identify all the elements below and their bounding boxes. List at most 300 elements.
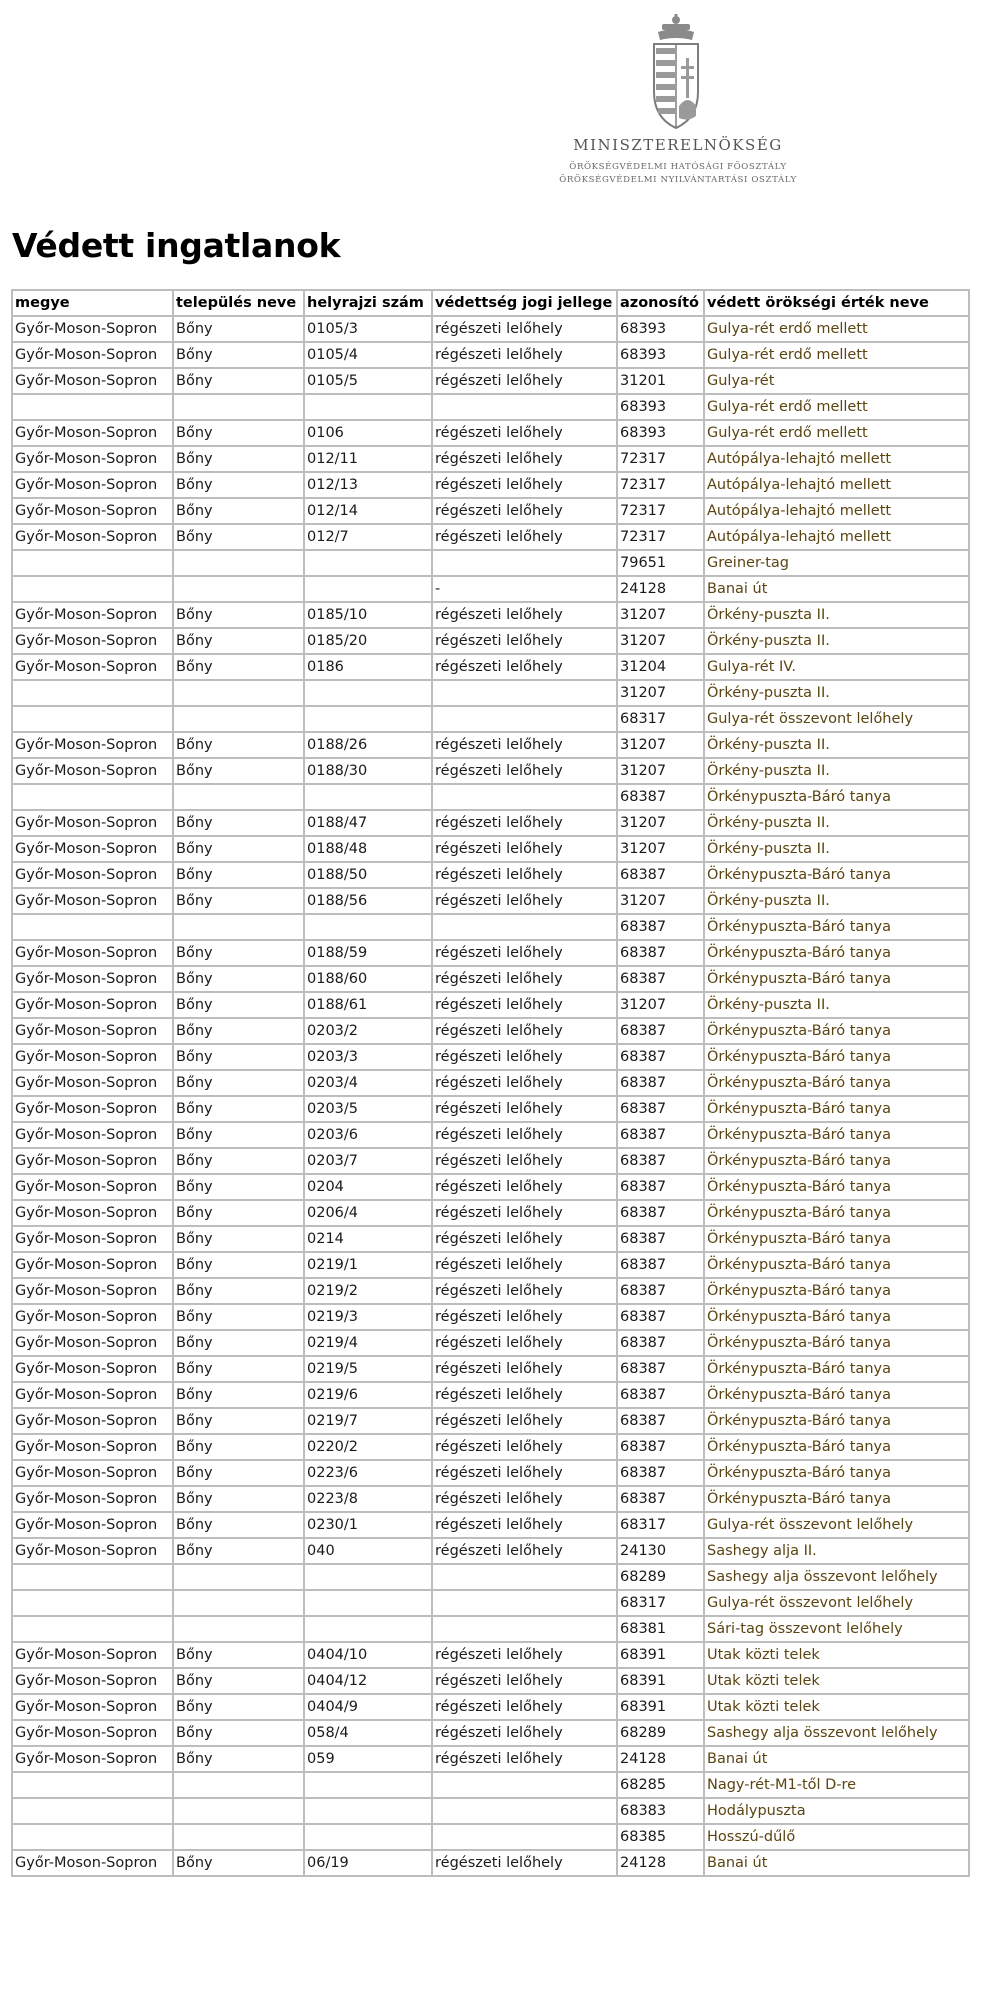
cell-county: Győr-Moson-Sopron [12, 1330, 173, 1356]
cell-identifier: 68387 [617, 1356, 704, 1382]
cell-heritage-name: Hodálypuszta [704, 1798, 969, 1824]
cell-county: Győr-Moson-Sopron [12, 472, 173, 498]
cell-settlement: Bőny [173, 1850, 304, 1876]
cell-identifier: 31207 [617, 602, 704, 628]
cell-county: Győr-Moson-Sopron [12, 1148, 173, 1174]
cell-county: Győr-Moson-Sopron [12, 1720, 173, 1746]
cell-identifier: 68387 [617, 1174, 704, 1200]
cell-parcel-number: 0219/4 [304, 1330, 432, 1356]
cell-settlement: Bőny [173, 1148, 304, 1174]
table-row [12, 1070, 969, 1096]
cell-identifier: 68387 [617, 1330, 704, 1356]
table-row [12, 758, 969, 784]
cell-heritage-name: Örkénypuszta-Báró tanya [704, 1408, 969, 1434]
cell-county: Győr-Moson-Sopron [12, 1122, 173, 1148]
coat-of-arms-icon [648, 14, 704, 132]
cell-identifier: 72317 [617, 498, 704, 524]
table-row [12, 550, 969, 576]
cell-protection-type: régészeti lelőhely [432, 524, 617, 550]
table-row [12, 1746, 969, 1772]
cell-heritage-name: Örkénypuszta-Báró tanya [704, 1226, 969, 1252]
cell-county: Győr-Moson-Sopron [12, 732, 173, 758]
cell-heritage-name: Gulya-rét erdő mellett [704, 420, 969, 446]
cell-county: Győr-Moson-Sopron [12, 810, 173, 836]
cell-heritage-name: Gulya-rét összevont lelőhely [704, 706, 969, 732]
table-row [12, 628, 969, 654]
cell-county [12, 680, 173, 706]
cell-identifier: 24128 [617, 1746, 704, 1772]
cell-protection-type: régészeti lelőhely [432, 1148, 617, 1174]
cell-identifier: 31207 [617, 836, 704, 862]
cell-county: Győr-Moson-Sopron [12, 1356, 173, 1382]
cell-parcel-number: 0188/48 [304, 836, 432, 862]
cell-county [12, 706, 173, 732]
cell-protection-type: régészeti lelőhely [432, 1746, 617, 1772]
protected-properties-table [11, 289, 970, 1877]
cell-settlement [173, 1590, 304, 1616]
cell-identifier: 31207 [617, 810, 704, 836]
cell-protection-type: régészeti lelőhely [432, 368, 617, 394]
cell-identifier: 68387 [617, 1226, 704, 1252]
cell-parcel-number: 0106 [304, 420, 432, 446]
cell-identifier: 68387 [617, 1278, 704, 1304]
cell-settlement: Bőny [173, 1096, 304, 1122]
cell-settlement: Bőny [173, 1252, 304, 1278]
cell-county [12, 914, 173, 940]
cell-identifier: 68387 [617, 1018, 704, 1044]
cell-settlement [173, 784, 304, 810]
cell-heritage-name: Örkénypuszta-Báró tanya [704, 1096, 969, 1122]
cell-settlement [173, 1798, 304, 1824]
cell-settlement: Bőny [173, 758, 304, 784]
cell-identifier: 68385 [617, 1824, 704, 1850]
cell-parcel-number: 0185/20 [304, 628, 432, 654]
cell-county [12, 550, 173, 576]
cell-heritage-name: Sashegy alja II. [704, 1538, 969, 1564]
cell-settlement: Bőny [173, 888, 304, 914]
cell-county: Győr-Moson-Sopron [12, 524, 173, 550]
table-row [12, 1304, 969, 1330]
cell-heritage-name: Örkénypuszta-Báró tanya [704, 1330, 969, 1356]
cell-heritage-name: Gulya-rét erdő mellett [704, 316, 969, 342]
cell-heritage-name: Örkénypuszta-Báró tanya [704, 1070, 969, 1096]
cell-settlement: Bőny [173, 1330, 304, 1356]
cell-protection-type: régészeti lelőhely [432, 342, 617, 368]
cell-settlement: Bőny [173, 654, 304, 680]
cell-settlement: Bőny [173, 498, 304, 524]
cell-settlement: Bőny [173, 1720, 304, 1746]
cell-protection-type [432, 394, 617, 420]
cell-protection-type: régészeti lelőhely [432, 420, 617, 446]
cell-settlement: Bőny [173, 1356, 304, 1382]
cell-protection-type: régészeti lelőhely [432, 1044, 617, 1070]
cell-protection-type: régészeti lelőhely [432, 602, 617, 628]
table-row [12, 524, 969, 550]
cell-county: Győr-Moson-Sopron [12, 1174, 173, 1200]
cell-heritage-name: Autópálya-lehajtó mellett [704, 472, 969, 498]
cell-heritage-name: Örkény-puszta II. [704, 888, 969, 914]
cell-parcel-number: 040 [304, 1538, 432, 1564]
table-row [12, 966, 969, 992]
cell-settlement: Bőny [173, 1382, 304, 1408]
table-row [12, 1824, 969, 1850]
cell-heritage-name: Örkény-puszta II. [704, 758, 969, 784]
cell-parcel-number: 0223/8 [304, 1486, 432, 1512]
cell-county: Győr-Moson-Sopron [12, 1200, 173, 1226]
cell-settlement: Bőny [173, 628, 304, 654]
cell-settlement: Bőny [173, 732, 304, 758]
cell-protection-type: régészeti lelőhely [432, 1642, 617, 1668]
table-row [12, 914, 969, 940]
cell-identifier: 24128 [617, 1850, 704, 1876]
cell-identifier: 68317 [617, 1512, 704, 1538]
cell-identifier: 68387 [617, 914, 704, 940]
cell-settlement [173, 550, 304, 576]
cell-county: Győr-Moson-Sopron [12, 420, 173, 446]
cell-protection-type: régészeti lelőhely [432, 316, 617, 342]
cell-county: Győr-Moson-Sopron [12, 1304, 173, 1330]
cell-parcel-number [304, 1564, 432, 1590]
table-row [12, 316, 969, 342]
cell-county: Győr-Moson-Sopron [12, 1512, 173, 1538]
table-row [12, 1434, 969, 1460]
cell-heritage-name: Örkénypuszta-Báró tanya [704, 1304, 969, 1330]
cell-identifier: 68387 [617, 784, 704, 810]
cell-heritage-name: Utak közti telek [704, 1694, 969, 1720]
cell-protection-type: régészeti lelőhely [432, 1850, 617, 1876]
cell-protection-type: régészeti lelőhely [432, 654, 617, 680]
cell-protection-type [432, 914, 617, 940]
cell-heritage-name: Örkénypuszta-Báró tanya [704, 914, 969, 940]
cell-protection-type: régészeti lelőhely [432, 1512, 617, 1538]
cell-parcel-number: 059 [304, 1746, 432, 1772]
cell-identifier: 68391 [617, 1668, 704, 1694]
cell-heritage-name: Banai út [704, 1746, 969, 1772]
cell-county: Győr-Moson-Sopron [12, 316, 173, 342]
cell-protection-type [432, 550, 617, 576]
cell-county: Győr-Moson-Sopron [12, 1486, 173, 1512]
cell-county: Győr-Moson-Sopron [12, 1018, 173, 1044]
table-row [12, 1226, 969, 1252]
cell-parcel-number: 0220/2 [304, 1434, 432, 1460]
cell-identifier: 68391 [617, 1694, 704, 1720]
table-row [12, 784, 969, 810]
cell-identifier: 68387 [617, 966, 704, 992]
cell-protection-type: régészeti lelőhely [432, 992, 617, 1018]
cell-identifier: 31207 [617, 680, 704, 706]
cell-parcel-number: 0185/10 [304, 602, 432, 628]
table-row [12, 1798, 969, 1824]
cell-parcel-number: 058/4 [304, 1720, 432, 1746]
cell-parcel-number: 0188/61 [304, 992, 432, 1018]
cell-settlement: Bőny [173, 1694, 304, 1720]
cell-parcel-number: 0219/3 [304, 1304, 432, 1330]
cell-parcel-number [304, 1798, 432, 1824]
cell-parcel-number: 0219/1 [304, 1252, 432, 1278]
cell-protection-type: régészeti lelőhely [432, 810, 617, 836]
cell-heritage-name: Örkény-puszta II. [704, 836, 969, 862]
table-row [12, 1018, 969, 1044]
table-row [12, 1252, 969, 1278]
cell-county: Győr-Moson-Sopron [12, 1278, 173, 1304]
column-header-settlement: település neve [173, 290, 304, 316]
cell-parcel-number: 0404/10 [304, 1642, 432, 1668]
column-header-county: megye [12, 290, 173, 316]
cell-heritage-name: Gulya-rét [704, 368, 969, 394]
column-header-heritage-name: védett örökségi érték neve [704, 290, 969, 316]
cell-parcel-number: 0188/60 [304, 966, 432, 992]
cell-protection-type [432, 1798, 617, 1824]
cell-identifier: 72317 [617, 446, 704, 472]
cell-protection-type: régészeti lelőhely [432, 1694, 617, 1720]
cell-heritage-name: Örkénypuszta-Báró tanya [704, 1122, 969, 1148]
cell-parcel-number: 012/13 [304, 472, 432, 498]
cell-parcel-number: 0203/4 [304, 1070, 432, 1096]
cell-protection-type: régészeti lelőhely [432, 1356, 617, 1382]
table-row [12, 1720, 969, 1746]
cell-heritage-name: Utak közti telek [704, 1642, 969, 1668]
cell-identifier: 68393 [617, 342, 704, 368]
cell-settlement: Bőny [173, 810, 304, 836]
cell-county [12, 394, 173, 420]
cell-heritage-name: Banai út [704, 576, 969, 602]
cell-settlement: Bőny [173, 316, 304, 342]
table-row [12, 1174, 969, 1200]
cell-heritage-name: Örkénypuszta-Báró tanya [704, 1356, 969, 1382]
cell-heritage-name: Örkény-puszta II. [704, 732, 969, 758]
ministry-name: MINISZTERELNÖKSÉG [573, 136, 783, 154]
cell-identifier: 68393 [617, 394, 704, 420]
cell-identifier: 68317 [617, 1590, 704, 1616]
cell-county: Győr-Moson-Sopron [12, 1226, 173, 1252]
cell-settlement [173, 706, 304, 732]
cell-settlement: Bőny [173, 1070, 304, 1096]
table-row [12, 654, 969, 680]
cell-identifier: 68387 [617, 1096, 704, 1122]
cell-settlement [173, 680, 304, 706]
cell-settlement [173, 576, 304, 602]
cell-protection-type: régészeti lelőhely [432, 1070, 617, 1096]
table-row [12, 1200, 969, 1226]
table-row [12, 1382, 969, 1408]
cell-parcel-number: 012/14 [304, 498, 432, 524]
cell-county: Győr-Moson-Sopron [12, 1252, 173, 1278]
cell-parcel-number: 0105/5 [304, 368, 432, 394]
cell-county: Győr-Moson-Sopron [12, 966, 173, 992]
table-row [12, 342, 969, 368]
cell-parcel-number: 0186 [304, 654, 432, 680]
cell-county: Győr-Moson-Sopron [12, 1044, 173, 1070]
cell-heritage-name: Örkény-puszta II. [704, 628, 969, 654]
cell-parcel-number: 0404/9 [304, 1694, 432, 1720]
table-row [12, 1122, 969, 1148]
table-row [12, 1850, 969, 1876]
cell-heritage-name: Örkénypuszta-Báró tanya [704, 862, 969, 888]
cell-identifier: 31207 [617, 992, 704, 1018]
table-row [12, 1668, 969, 1694]
table-row [12, 1642, 969, 1668]
cell-heritage-name: Örkénypuszta-Báró tanya [704, 1252, 969, 1278]
cell-settlement: Bőny [173, 1044, 304, 1070]
cell-heritage-name: Örkény-puszta II. [704, 810, 969, 836]
column-header-parcel-number: helyrajzi szám [304, 290, 432, 316]
cell-settlement: Bőny [173, 1460, 304, 1486]
cell-county: Győr-Moson-Sopron [12, 992, 173, 1018]
table-row [12, 1486, 969, 1512]
cell-heritage-name: Örkénypuszta-Báró tanya [704, 1018, 969, 1044]
cell-county [12, 1564, 173, 1590]
cell-identifier: 31204 [617, 654, 704, 680]
cell-settlement [173, 914, 304, 940]
cell-parcel-number: 0206/4 [304, 1200, 432, 1226]
cell-protection-type: régészeti lelőhely [432, 1720, 617, 1746]
cell-county: Győr-Moson-Sopron [12, 1460, 173, 1486]
cell-protection-type: régészeti lelőhely [432, 1018, 617, 1044]
cell-county: Győr-Moson-Sopron [12, 368, 173, 394]
cell-identifier: 68387 [617, 1408, 704, 1434]
cell-parcel-number [304, 1824, 432, 1850]
cell-county: Győr-Moson-Sopron [12, 498, 173, 524]
table-row [12, 420, 969, 446]
ministry-header [548, 10, 808, 195]
cell-parcel-number: 0230/1 [304, 1512, 432, 1538]
cell-heritage-name: Örkény-puszta II. [704, 992, 969, 1018]
cell-parcel-number [304, 784, 432, 810]
cell-county [12, 1616, 173, 1642]
cell-identifier: 68387 [617, 862, 704, 888]
cell-protection-type: régészeti lelőhely [432, 1668, 617, 1694]
cell-protection-type: régészeti lelőhely [432, 1486, 617, 1512]
cell-settlement: Bőny [173, 1668, 304, 1694]
table-row [12, 1408, 969, 1434]
cell-protection-type: régészeti lelőhely [432, 836, 617, 862]
cell-protection-type [432, 1616, 617, 1642]
cell-heritage-name: Gulya-rét erdő mellett [704, 394, 969, 420]
table-row [12, 498, 969, 524]
cell-heritage-name: Hosszú-dűlő [704, 1824, 969, 1850]
table-row [12, 446, 969, 472]
cell-heritage-name: Nagy-rét-M1-től D-re [704, 1772, 969, 1798]
cell-heritage-name: Örkénypuszta-Báró tanya [704, 1460, 969, 1486]
cell-settlement: Bőny [173, 862, 304, 888]
cell-identifier: 68387 [617, 1252, 704, 1278]
table-row [12, 1148, 969, 1174]
table-header-row [12, 290, 969, 316]
cell-heritage-name: Örkénypuszta-Báró tanya [704, 940, 969, 966]
column-header-identifier: azonosító [617, 290, 704, 316]
cell-protection-type [432, 1590, 617, 1616]
cell-heritage-name: Gulya-rét erdő mellett [704, 342, 969, 368]
cell-heritage-name: Gulya-rét összevont lelőhely [704, 1512, 969, 1538]
cell-identifier: 79651 [617, 550, 704, 576]
cell-identifier: 68387 [617, 1434, 704, 1460]
cell-identifier: 31207 [617, 758, 704, 784]
table-row [12, 1512, 969, 1538]
cell-identifier: 31207 [617, 888, 704, 914]
cell-parcel-number: 0188/50 [304, 862, 432, 888]
table-row [12, 1356, 969, 1382]
table-row [12, 992, 969, 1018]
cell-parcel-number: 0105/4 [304, 342, 432, 368]
cell-protection-type: régészeti lelőhely [432, 888, 617, 914]
cell-identifier: 68285 [617, 1772, 704, 1798]
cell-parcel-number: 0188/56 [304, 888, 432, 914]
cell-settlement: Bőny [173, 1018, 304, 1044]
cell-settlement: Bőny [173, 992, 304, 1018]
cell-settlement: Bőny [173, 966, 304, 992]
cell-protection-type [432, 680, 617, 706]
table-row [12, 680, 969, 706]
cell-identifier: 68289 [617, 1564, 704, 1590]
cell-parcel-number: 0214 [304, 1226, 432, 1252]
cell-protection-type [432, 1772, 617, 1798]
table-row [12, 576, 969, 602]
cell-parcel-number: 012/7 [304, 524, 432, 550]
cell-county: Győr-Moson-Sopron [12, 862, 173, 888]
cell-county: Győr-Moson-Sopron [12, 654, 173, 680]
cell-heritage-name: Autópálya-lehajtó mellett [704, 524, 969, 550]
cell-parcel-number: 0203/7 [304, 1148, 432, 1174]
page-title: Védett ingatlanok [12, 226, 341, 265]
cell-identifier: 68387 [617, 1486, 704, 1512]
cell-county: Győr-Moson-Sopron [12, 1668, 173, 1694]
table-row [12, 888, 969, 914]
table-row [12, 706, 969, 732]
cell-identifier: 68387 [617, 1122, 704, 1148]
cell-identifier: 72317 [617, 524, 704, 550]
cell-county: Győr-Moson-Sopron [12, 1434, 173, 1460]
cell-parcel-number: 0188/59 [304, 940, 432, 966]
cell-settlement: Bőny [173, 1122, 304, 1148]
cell-protection-type: régészeti lelőhely [432, 1304, 617, 1330]
cell-county: Győr-Moson-Sopron [12, 1850, 173, 1876]
cell-settlement: Bőny [173, 1538, 304, 1564]
cell-parcel-number: 0105/3 [304, 316, 432, 342]
department-name: ÖRÖKSÉGVÉDELMI HATÓSÁGI FŐOSZTÁLY [569, 162, 787, 172]
cell-heritage-name: Örkénypuszta-Báró tanya [704, 1148, 969, 1174]
cell-protection-type: régészeti lelőhely [432, 940, 617, 966]
cell-identifier: 68387 [617, 1460, 704, 1486]
cell-heritage-name: Sári-tag összevont lelőhely [704, 1616, 969, 1642]
cell-county [12, 1824, 173, 1850]
cell-parcel-number: 0203/3 [304, 1044, 432, 1070]
cell-settlement: Bőny [173, 940, 304, 966]
cell-settlement: Bőny [173, 524, 304, 550]
cell-protection-type: régészeti lelőhely [432, 1460, 617, 1486]
cell-parcel-number: 0404/12 [304, 1668, 432, 1694]
cell-county: Győr-Moson-Sopron [12, 1382, 173, 1408]
table-row [12, 602, 969, 628]
cell-protection-type: régészeti lelőhely [432, 498, 617, 524]
table-row [12, 1564, 969, 1590]
cell-heritage-name: Örkénypuszta-Báró tanya [704, 1434, 969, 1460]
cell-parcel-number: 0219/2 [304, 1278, 432, 1304]
cell-heritage-name: Örkénypuszta-Báró tanya [704, 966, 969, 992]
cell-settlement: Bőny [173, 1174, 304, 1200]
cell-protection-type: régészeti lelőhely [432, 1174, 617, 1200]
cell-settlement: Bőny [173, 1408, 304, 1434]
cell-settlement: Bőny [173, 1512, 304, 1538]
column-header-protection-type: védettség jogi jellege [432, 290, 617, 316]
cell-identifier: 68383 [617, 1798, 704, 1824]
cell-county: Győr-Moson-Sopron [12, 628, 173, 654]
cell-parcel-number [304, 1590, 432, 1616]
cell-parcel-number [304, 1616, 432, 1642]
cell-settlement: Bőny [173, 1304, 304, 1330]
cell-identifier: 72317 [617, 472, 704, 498]
cell-county [12, 1590, 173, 1616]
cell-parcel-number [304, 914, 432, 940]
